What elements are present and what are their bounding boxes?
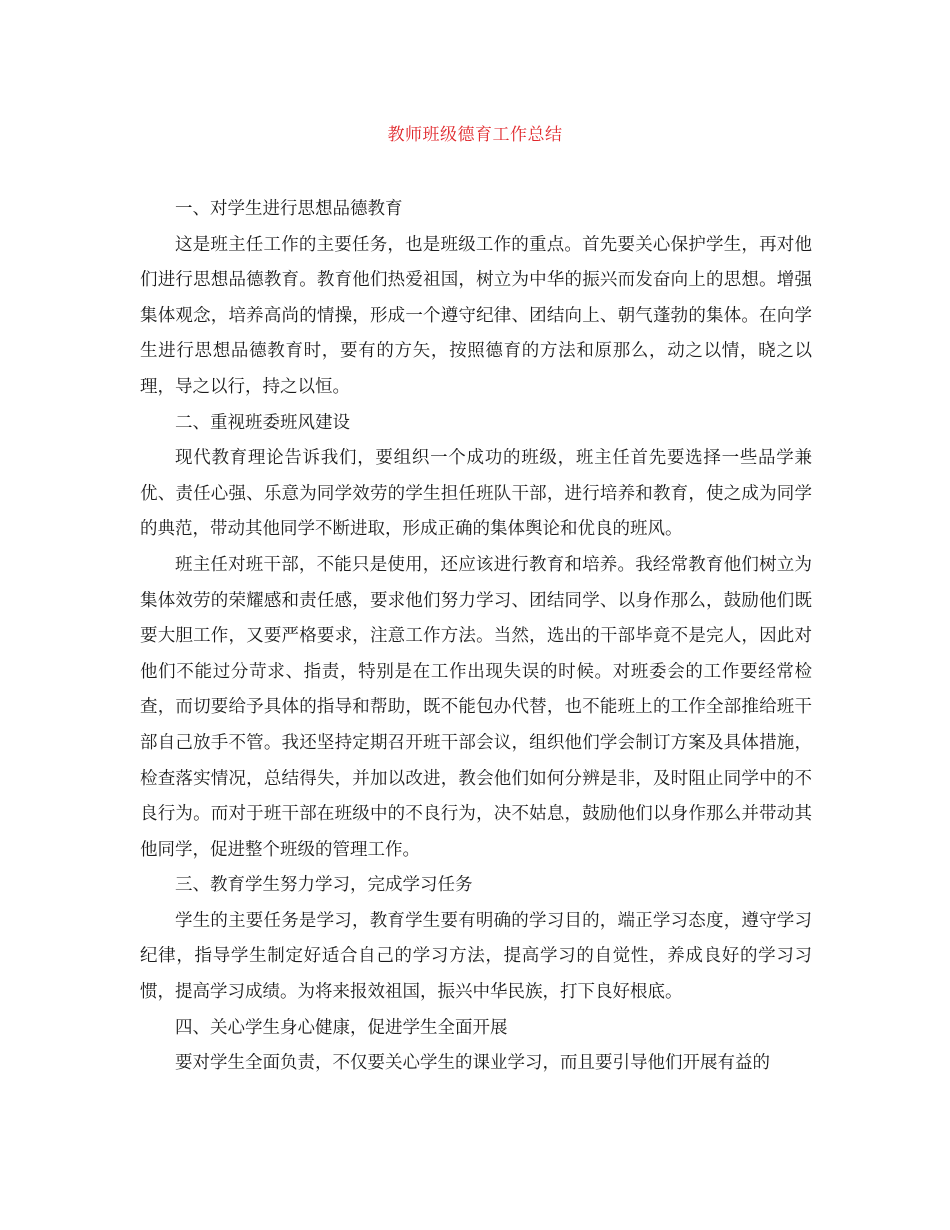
document-title: 教师班级德育工作总结 bbox=[387, 125, 563, 145]
section-heading-1: 一、对学生进行思想品德教育 bbox=[175, 199, 403, 219]
paragraph: 现代教育理论告诉我们，要组织一个成功的班级，班主任首先要选择一些品学兼优、责任心强、乐意为同学效劳的学生担任班队干部，进行培养和教育，使之成为同学的典范，带动其他同学不断进取，形成正确的集体舆论和优良的班风。 bbox=[140, 448, 812, 540]
section-heading-3: 三、教育学生努力学习，完成学习任务 bbox=[175, 875, 473, 896]
section-heading-2: 二、重视班委班风建设 bbox=[175, 412, 350, 433]
paragraph: 要对学生全面负责，不仅要关心学生的课业学习，而且要引导他们开展有益的 bbox=[175, 1053, 770, 1074]
paragraph: 学生的主要任务是学习，教育学生要有明确的学习目的，端正学习态度，遵守学习纪律，指导学生制定好适合自己的学习方法，提高学习的自觉性，养成良好的学习习惯，提高学习成绩。为将来报效祖国，振兴中华民族，打下良好根底。 bbox=[140, 910, 812, 1003]
document-body bbox=[140, 192, 812, 1082]
paragraph: 这是班主任工作的主要任务，也是班级工作的重点。首先要关心保护学生，再对他们进行思想品德教育。教育他们热爱祖国，树立为中华的振兴而发奋向上的思想。增强集体观念，培养高尚的情操，形成一个遵守纪律、团结向上、朝气蓬勃的集体。在向学生进行思想品德教育时，要有的方矢，按照德育的方法和原那么，动之以情，晓之以理，导之以行，持之以恒。 bbox=[140, 234, 812, 397]
section-heading-4: 四、关心学生身心健康，促进学生全面开展 bbox=[175, 1017, 508, 1038]
paragraph: 班主任对班干部，不能只是使用，还应该进行教育和培养。我经常教育他们树立为集体效劳的荣耀感和责任感，要求他们努力学习、团结同学、以身作那么，鼓励他们既要大胆工作，又要严格要求，注意工作方法。当然，选出的干部毕竟不是完人，因此对他们不能过分苛求、指责，特别是在工作出现失误的时候。对班委会的工作要经常检查，而切要给予具体的指导和帮助，既不能包办代替，也不能班上的工作全部推给班干部自己放手不管。我还坚持定期召开班干部会议，组织他们学会制订方案及具体措施，检查落实情况，总结得失，并加以改进，教会他们如何分辨是非，及时阻止同学中的不良行为。而对于班干部在班级中的不良行为，决不姑息，鼓励他们以身作那么并带动其他同学，促进整个班级的管理工作。 bbox=[140, 554, 812, 860]
